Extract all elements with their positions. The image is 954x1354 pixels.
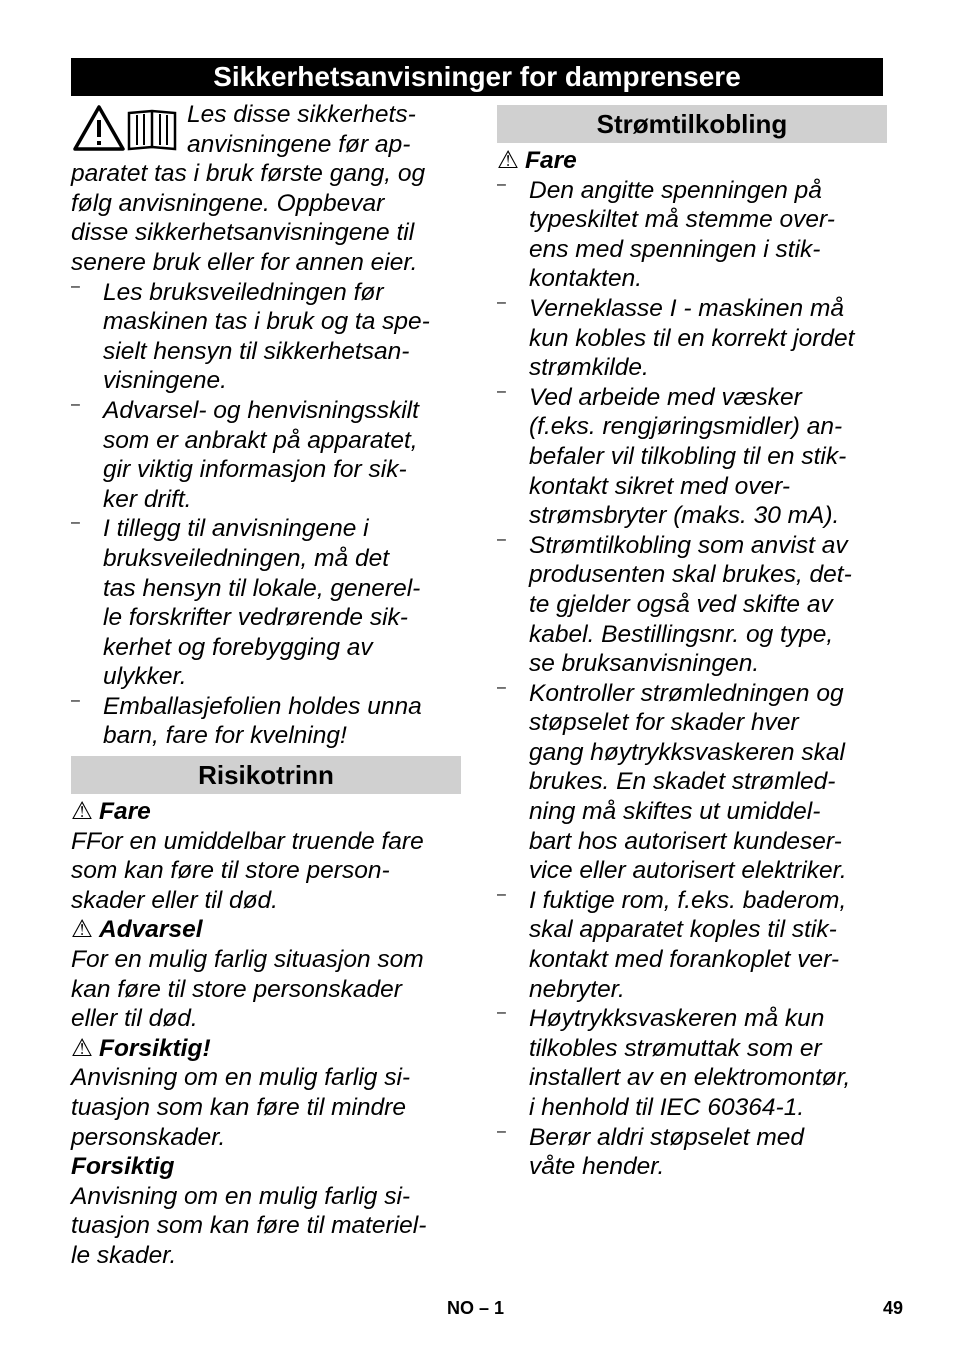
text-line: maskinen tas i bruk og ta spe- xyxy=(103,308,430,336)
text-line: i henhold til IEC 60364-1. xyxy=(529,1094,805,1121)
risk-label-text: Fare xyxy=(99,798,151,826)
text-line: gir viktig informasjon for sik- xyxy=(103,456,407,484)
text-line: våte hender. xyxy=(529,1153,665,1181)
text-line: kontakt sikret med over- xyxy=(529,472,790,500)
warning-icon: ⚠ xyxy=(497,147,519,174)
text-line: – I fuktige rom, f.eks. baderom, xyxy=(529,886,847,914)
bullet-item xyxy=(497,531,887,679)
text-line: sielt hensyn til sikkerhetsan- xyxy=(103,337,410,365)
text-line: installert av en elektromontør, xyxy=(529,1064,851,1092)
risk-level xyxy=(71,915,461,1033)
text-line: ker drift. xyxy=(103,485,192,513)
left-bullet-list xyxy=(71,278,461,752)
bullet-item xyxy=(497,886,887,1004)
text-line: typeskiltet må stemme over- xyxy=(529,206,835,234)
risk-label xyxy=(71,915,461,945)
text-line: visningene. xyxy=(103,367,227,395)
text-line: disse sikkerhetsanvisningene til xyxy=(71,219,415,247)
risk-heading: Risikotrinn xyxy=(71,756,461,794)
text-line: skal apparatet koples til stik- xyxy=(529,916,837,944)
text-line: – Berør aldri støpselet med xyxy=(529,1123,805,1151)
bullet-item xyxy=(497,176,887,294)
text-line: le skader. xyxy=(71,1241,177,1269)
warning-icon: ⚠ xyxy=(71,1034,93,1062)
fare-label-text: Fare xyxy=(525,147,577,174)
left-column xyxy=(71,100,461,1271)
text-line: – Høytrykksvaskeren må kun xyxy=(529,1005,825,1033)
page-title: Sikkerhetsanvisninger for damprensere xyxy=(71,58,883,96)
text-line: (f.eks. rengjøringsmidler) an- xyxy=(529,413,843,441)
text-line: anvisningene før ap- xyxy=(187,130,411,158)
text-line: eller til død. xyxy=(71,1005,198,1033)
intro-text xyxy=(71,159,461,277)
text-line: For en mulig farlig situasjon som xyxy=(71,946,424,974)
text-line: kerhet og forebygging av xyxy=(103,633,373,661)
text-line: – Advarsel- og henvisningsskilt xyxy=(103,396,419,424)
text-line: personskader. xyxy=(71,1123,226,1151)
text-line: tuasjon som kan føre til materiel- xyxy=(71,1212,427,1240)
risk-level-list xyxy=(71,797,461,1271)
power-heading: Strømtilkobling xyxy=(497,105,887,143)
text-line: bart hos autorisert kundeser- xyxy=(529,827,842,855)
text-line: Anvisning om en mulig farlig si- xyxy=(71,1064,411,1092)
text-line: – Les bruksveiledningen før xyxy=(103,278,384,306)
text-line: brukes. En skadet strømled- xyxy=(529,768,836,796)
text-line: produsenten skal brukes, det- xyxy=(529,561,852,589)
fare-label xyxy=(497,146,887,176)
text-line: barn, fare for kvelning! xyxy=(103,722,347,750)
text-line: te gjelder også ved skifte av xyxy=(529,590,833,618)
risk-label-text: Forsiktig xyxy=(71,1153,175,1181)
risk-label xyxy=(71,1152,461,1182)
risk-label xyxy=(71,1034,461,1064)
bullet-item xyxy=(71,692,461,751)
text-line: tilkobles strømuttak som er xyxy=(529,1034,822,1062)
text-line: se bruksanvisningen. xyxy=(529,650,760,678)
text-line: ulykker. xyxy=(103,663,187,691)
text-line: kan føre til store personskader xyxy=(71,975,402,1003)
risk-label-text: Forsiktig! xyxy=(99,1034,211,1062)
text-line: Anvisning om en mulig farlig si- xyxy=(71,1182,411,1210)
text-line: tuasjon som kan føre til mindre xyxy=(71,1094,406,1121)
text-line: kontakt med forankoplet ver- xyxy=(529,946,840,974)
text-line: kun kobles til en korrekt jordet xyxy=(529,324,855,352)
intro-block xyxy=(71,100,461,278)
text-line: strømkilde. xyxy=(529,354,649,382)
text-line: – Strømtilkobling som anvist av xyxy=(529,531,848,559)
text-line: bruksveiledningen, må det xyxy=(103,544,390,572)
bullet-item xyxy=(497,383,887,531)
footer-section-id: NO – 1 xyxy=(447,1298,505,1318)
warning-manual-icon xyxy=(71,103,179,153)
risk-label-text: Advarsel xyxy=(99,916,203,944)
text-line: tas hensyn til lokale, generel- xyxy=(103,574,421,602)
warning-icon: ⚠ xyxy=(71,798,93,826)
text-line: skader eller til død. xyxy=(71,886,278,914)
text-line: le forskrifter vedrørende sik- xyxy=(103,604,408,632)
risk-label xyxy=(71,797,461,827)
text-line: ens med spenningen i stik- xyxy=(529,235,821,263)
text-line: ning må skiftes ut umiddel- xyxy=(529,798,821,826)
text-line: vice eller autorisert elektriker. xyxy=(529,857,847,885)
risk-level xyxy=(71,1034,461,1152)
warning-icon: ⚠ xyxy=(71,916,93,944)
bullet-item xyxy=(497,679,887,886)
text-line: FFor en umiddelbar truende fare xyxy=(71,827,424,855)
text-line: – I tillegg til anvisningene i xyxy=(103,515,369,543)
text-line: befaler vil tilkobling til en stik- xyxy=(529,442,847,470)
text-line: støpselet for skader hver xyxy=(529,709,799,737)
text-line: kabel. Bestillingsnr. og type, xyxy=(529,620,834,648)
text-line: – Emballasjefolien holdes unna xyxy=(103,692,422,720)
text-line: som er anbrakt på apparatet, xyxy=(103,426,418,454)
text-line: – Den angitte spenningen på xyxy=(529,176,822,204)
text-line: – Verneklasse I - maskinen må xyxy=(529,294,844,322)
text-line: gang høytrykksvaskeren skal xyxy=(529,738,845,766)
text-line: – Kontroller strømledningen og xyxy=(529,679,844,707)
text-line: følg anvisningene. Oppbevar xyxy=(71,189,385,217)
bullet-item xyxy=(71,514,461,692)
bullet-item xyxy=(497,1004,887,1122)
right-bullet-list xyxy=(497,176,887,1182)
text-line: Les disse sikkerhets- xyxy=(187,101,416,128)
right-column xyxy=(497,100,887,1182)
text-line: strømsbryter (maks. 30 mA). xyxy=(529,502,840,530)
text-line: som kan føre til store person- xyxy=(71,857,390,885)
page-number: 49 xyxy=(883,1298,904,1318)
risk-level xyxy=(71,1152,461,1270)
text-line: – Ved arbeide med væsker xyxy=(529,383,802,411)
text-line: paratet tas i bruk første gang, og xyxy=(71,160,426,188)
bullet-item xyxy=(71,396,461,514)
bullet-item xyxy=(497,1123,887,1182)
text-line: senere bruk eller for annen eier. xyxy=(71,248,418,276)
bullet-item xyxy=(497,294,887,383)
bullet-item xyxy=(71,278,461,396)
text-line: kontakten. xyxy=(529,265,643,293)
risk-level xyxy=(71,797,461,915)
text-line: nebryter. xyxy=(529,975,625,1003)
